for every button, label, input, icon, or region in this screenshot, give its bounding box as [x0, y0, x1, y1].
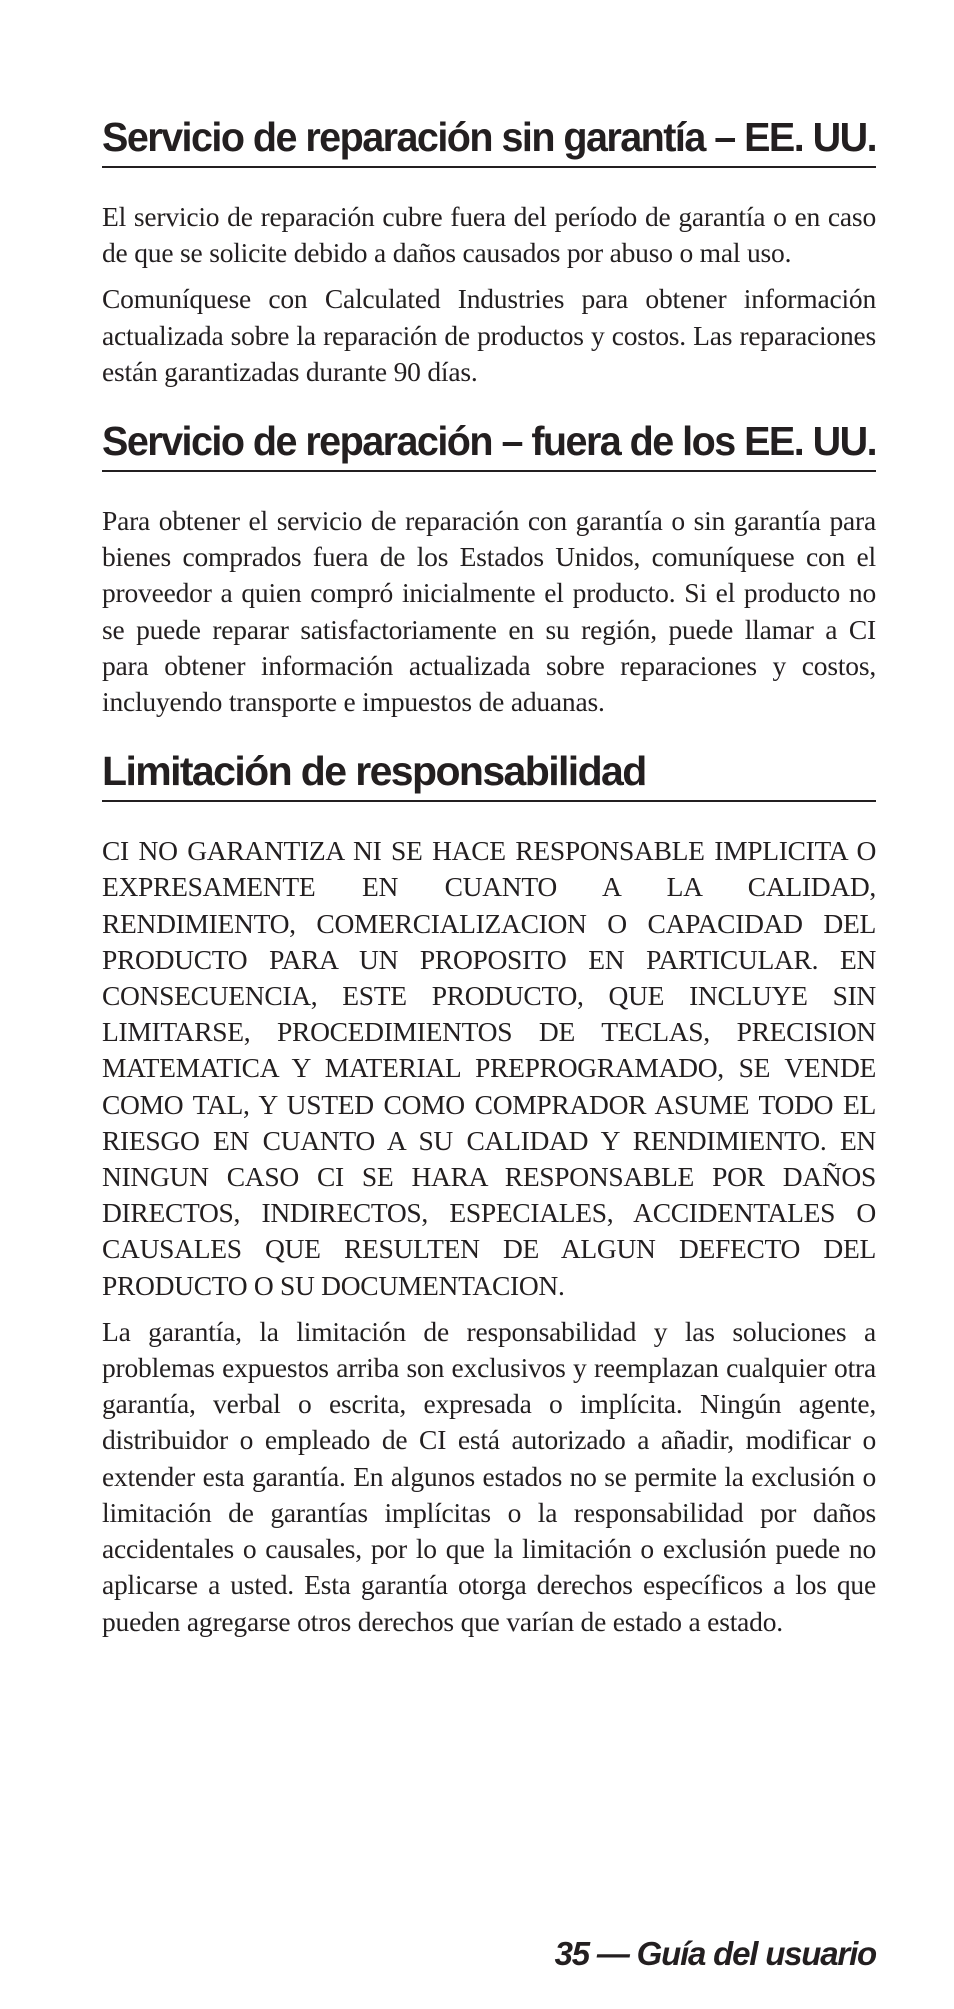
paragraph-repair-contact: Comuníquese con Calculated Industries para obtener información actualizada sobre la reparación de productos y costos. Las reparaciones están garantizadas durante 90 días. [102, 283, 876, 387]
paragraph-disclaimer-caps: CI NO GARANTIZA NI SE HACE RESPONSABLE IMPLICITA O EXPRESAMENTE EN CUANTO A LA CALIDAD, RENDIMIENTO, COMERCIALIZACION O CAPACIDAD DEL PRODUCTO PARA UN PROPOSITO EN PARTICULAR. EN CONSECUENCIA, ESTE PRODUCTO, QUE INCLUYE SIN LIMITARSE, PROCEDIMIENTOS DE TECLAS, PRECISION MATEMATICA Y MATERIAL PREPROGRAMADO, SE VENDE COMO TAL, Y USTED COMO COMPRADOR ASUME TODO EL RIESGO EN CUANTO A SU CALIDAD Y RENDIMIENTO. EN NINGUN CASO CI SE HARA RESPONSABLE POR DAÑOS DIRECTOS, INDIRECTOS, ESPECIALES, ACCIDENTALES O CAUSALES QUE RESULTEN DE ALGUN DEFECTO DEL PRODUCTO O SU DOCUMENTACION. [102, 835, 876, 1301]
manual-page [102, 0, 876, 2009]
section-limitation-of-liability [102, 746, 876, 1639]
section-repair-no-warranty-us [102, 112, 876, 390]
page-footer: 35 — Guía del usuario [554, 1935, 876, 1972]
section-heading-repair-outside-us: Servicio de reparación – fuera de los EE. UU. [102, 416, 876, 472]
paragraph-repair-outside-us: Para obtener el servicio de reparación con garantía o sin garantía para bienes comprados fuera de los Estados Unidos, comuníquese con el proveedor a quien compró inicialmente el producto. Si el producto no se puede reparar satisfactoriamente en su región, puede llamar a CI para obtener información actualizada sobre reparaciones y costos, incluyendo transporte e impuestos de aduanas. [102, 505, 876, 718]
section-repair-outside-us [102, 416, 876, 720]
section-heading-limitation-of-liability: Limitación de responsabilidad [102, 746, 876, 802]
section-heading-repair-no-warranty-us: Servicio de reparación sin garantía – EE. UU. [102, 112, 876, 168]
paragraph-repair-scope: El servicio de reparación cubre fuera del período de garantía o en caso de que se solicite debido a daños causados por abuso o mal uso. [102, 201, 876, 269]
paragraph-warranty-exclusivity: La garantía, la limitación de responsabilidad y las soluciones a problemas expuestos arriba son exclusivos y reemplazan cualquier otra garantía, verbal o escrita, expresada o implícita. Ningún agente, distribuidor o empleado de CI está autorizado a añadir, modificar o extender esta garantía. En algunos estados no se permite la exclusión o limitación de garantías implícitas o la responsabilidad por daños accidentales o causales, por lo que la limitación o exclusión puede no aplicarse a usted. Esta garantía otorga derechos específicos a los que pueden agregarse otros derechos que varían de estado a estado. [102, 1315, 876, 1637]
